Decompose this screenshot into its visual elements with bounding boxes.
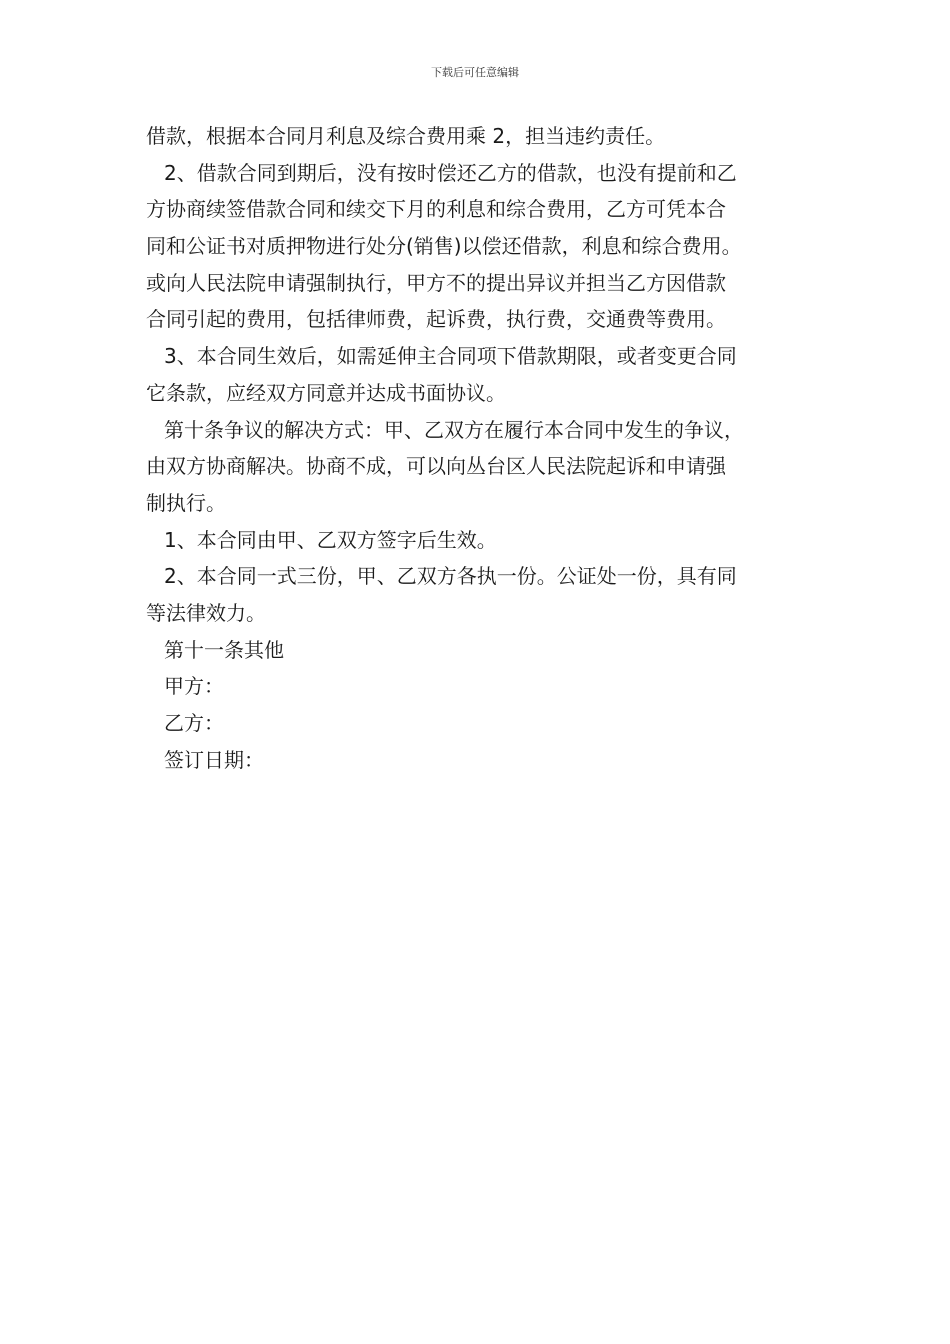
body-line: 或向人民法院申请强制执行，甲方不的提出异议并担当乙方因借款: [146, 270, 726, 295]
header-note: 下载后可任意编辑: [431, 66, 519, 79]
sign-date-label: 签订日期：: [164, 747, 264, 772]
body-line: 等法律效力。: [146, 600, 266, 625]
body-line: 2、本合同一式三份，甲、乙双方各执一份。公证处一份，具有同: [164, 564, 737, 589]
party-a-label: 甲方：: [164, 674, 224, 699]
body-line: 它条款，应经双方同意并达成书面协议。: [146, 380, 506, 405]
body-line: 1、本合同由甲、乙双方签字后生效。: [164, 527, 497, 552]
body-line: 制执行。: [146, 490, 226, 515]
party-b-label: 乙方：: [164, 711, 224, 735]
body-line: 2、借款合同到期后，没有按时偿还乙方的借款，也没有提前和乙: [164, 160, 737, 185]
body-line: 3、本合同生效后，如需延伸主合同项下借款期限，或者变更合同: [164, 344, 737, 369]
body-line: 方协商续签借款合同和续交下月的利息和综合费用，乙方可凭本合: [146, 197, 726, 222]
body-line: 同和公证书对质押物进行处分(销售)以偿还借款，利息和综合费用。: [146, 234, 742, 259]
section-heading: 第十一条其他: [164, 637, 284, 662]
body-line: 由双方协商解决。协商不成，可以向丛台区人民法院起诉和申请强: [146, 454, 726, 479]
body-line: 合同引起的费用，包括律师费，起诉费，执行费，交通费等费用。: [146, 307, 726, 332]
body-line: 第十条争议的解决方式：甲、乙双方在履行本合同中发生的争议，: [164, 417, 744, 442]
document-body: [146, 118, 810, 778]
body-line: 借款，根据本合同月利息及综合费用乘 2，担当违约责任。: [146, 124, 666, 148]
